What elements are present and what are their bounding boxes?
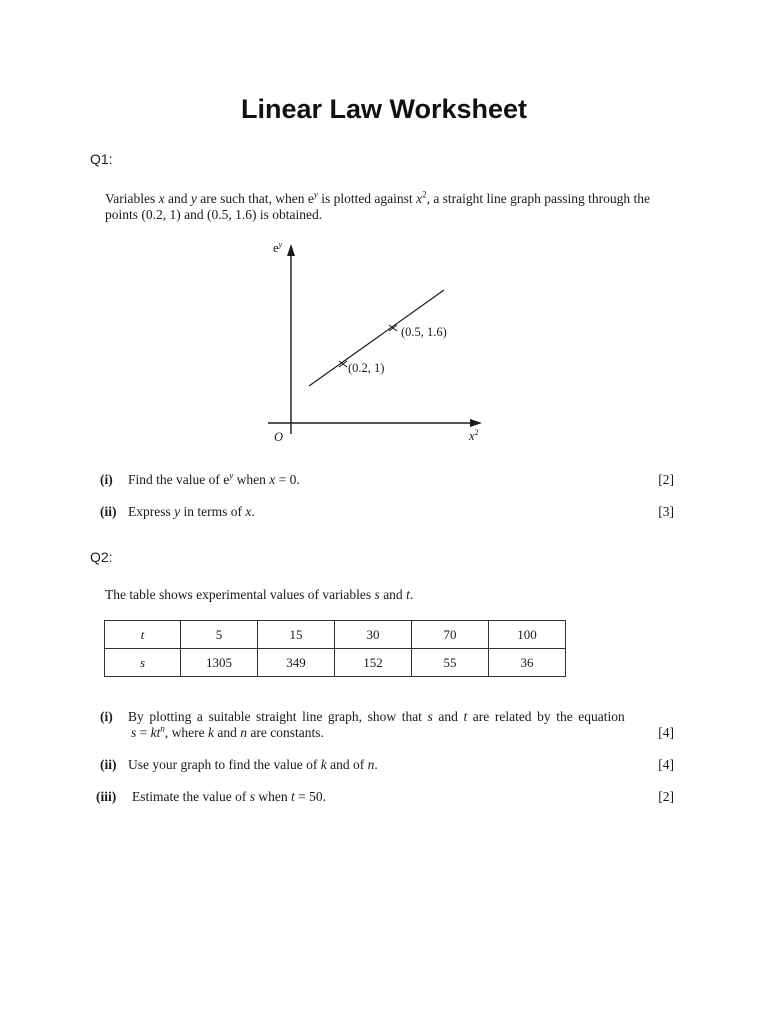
table-cell: 152 <box>335 649 412 677</box>
y-axis-arrow <box>287 244 295 256</box>
marks-badge: [2] <box>658 789 674 804</box>
table-cell: 1305 <box>181 649 258 677</box>
table-cell: 5 <box>181 621 258 649</box>
table-cell: 70 <box>412 621 489 649</box>
q1-line-graph <box>262 234 492 449</box>
q1-part-i: (i) Find the value of $e^y$ when x = 0. [2] <box>100 470 674 487</box>
marks-badge: [4] <box>658 757 674 772</box>
table-cell: 30 <box>335 621 412 649</box>
q1-intro-line1: Variables x and y are such that, when $e^y$ is plotted against $x^2$, a straight line graph passing through the <box>105 189 651 206</box>
origin-label: O <box>274 430 284 444</box>
row-label-t: t <box>105 621 181 649</box>
q2-part-ii: (ii) Use your graph to find the value of k and of n. [4] <box>100 757 674 772</box>
q2-intro: The table shows experimental values of variables s and t. <box>105 587 414 602</box>
q2-part-iii: (iii) Estimate the value of s when t = 50. [2] <box>96 789 674 804</box>
marks-badge: [2] <box>658 472 674 487</box>
table-cell: 349 <box>258 649 335 677</box>
table-cell: 15 <box>258 621 335 649</box>
marks-badge: [4] <box>658 725 674 740</box>
x-axis-arrow <box>470 419 482 427</box>
x-axis-label: $x^2$ <box>469 428 479 443</box>
point-a-label: (0.2, 1) <box>348 361 385 375</box>
table-row <box>105 621 566 649</box>
q1-intro-line2: points (0.2, 1) and (0.5, 1.6) is obtained. <box>105 207 323 222</box>
q2-label: Q2: <box>90 549 113 565</box>
q1-label: Q1: <box>90 151 113 167</box>
table-row <box>105 649 566 677</box>
point-b-label: (0.5, 1.6) <box>401 325 447 339</box>
marks-badge: [3] <box>658 504 674 519</box>
page-title: Linear Law Worksheet <box>240 94 528 124</box>
q2-part-i: (i) By plotting a suitable straight line graph, show that s and t are related by the equation $s = kt^n$, where k and n are constants. [4] <box>100 709 674 740</box>
table-cell: 36 <box>489 649 566 677</box>
q1-intro <box>105 191 677 223</box>
q1-part-ii: (ii) Express y in terms of x. [3] <box>100 504 674 519</box>
table-cell: 55 <box>412 649 489 677</box>
row-label-s: s <box>105 649 181 677</box>
q2-data-table <box>104 620 566 677</box>
table-cell: 100 <box>489 621 566 649</box>
y-axis-label: $e^y$ <box>273 240 283 255</box>
